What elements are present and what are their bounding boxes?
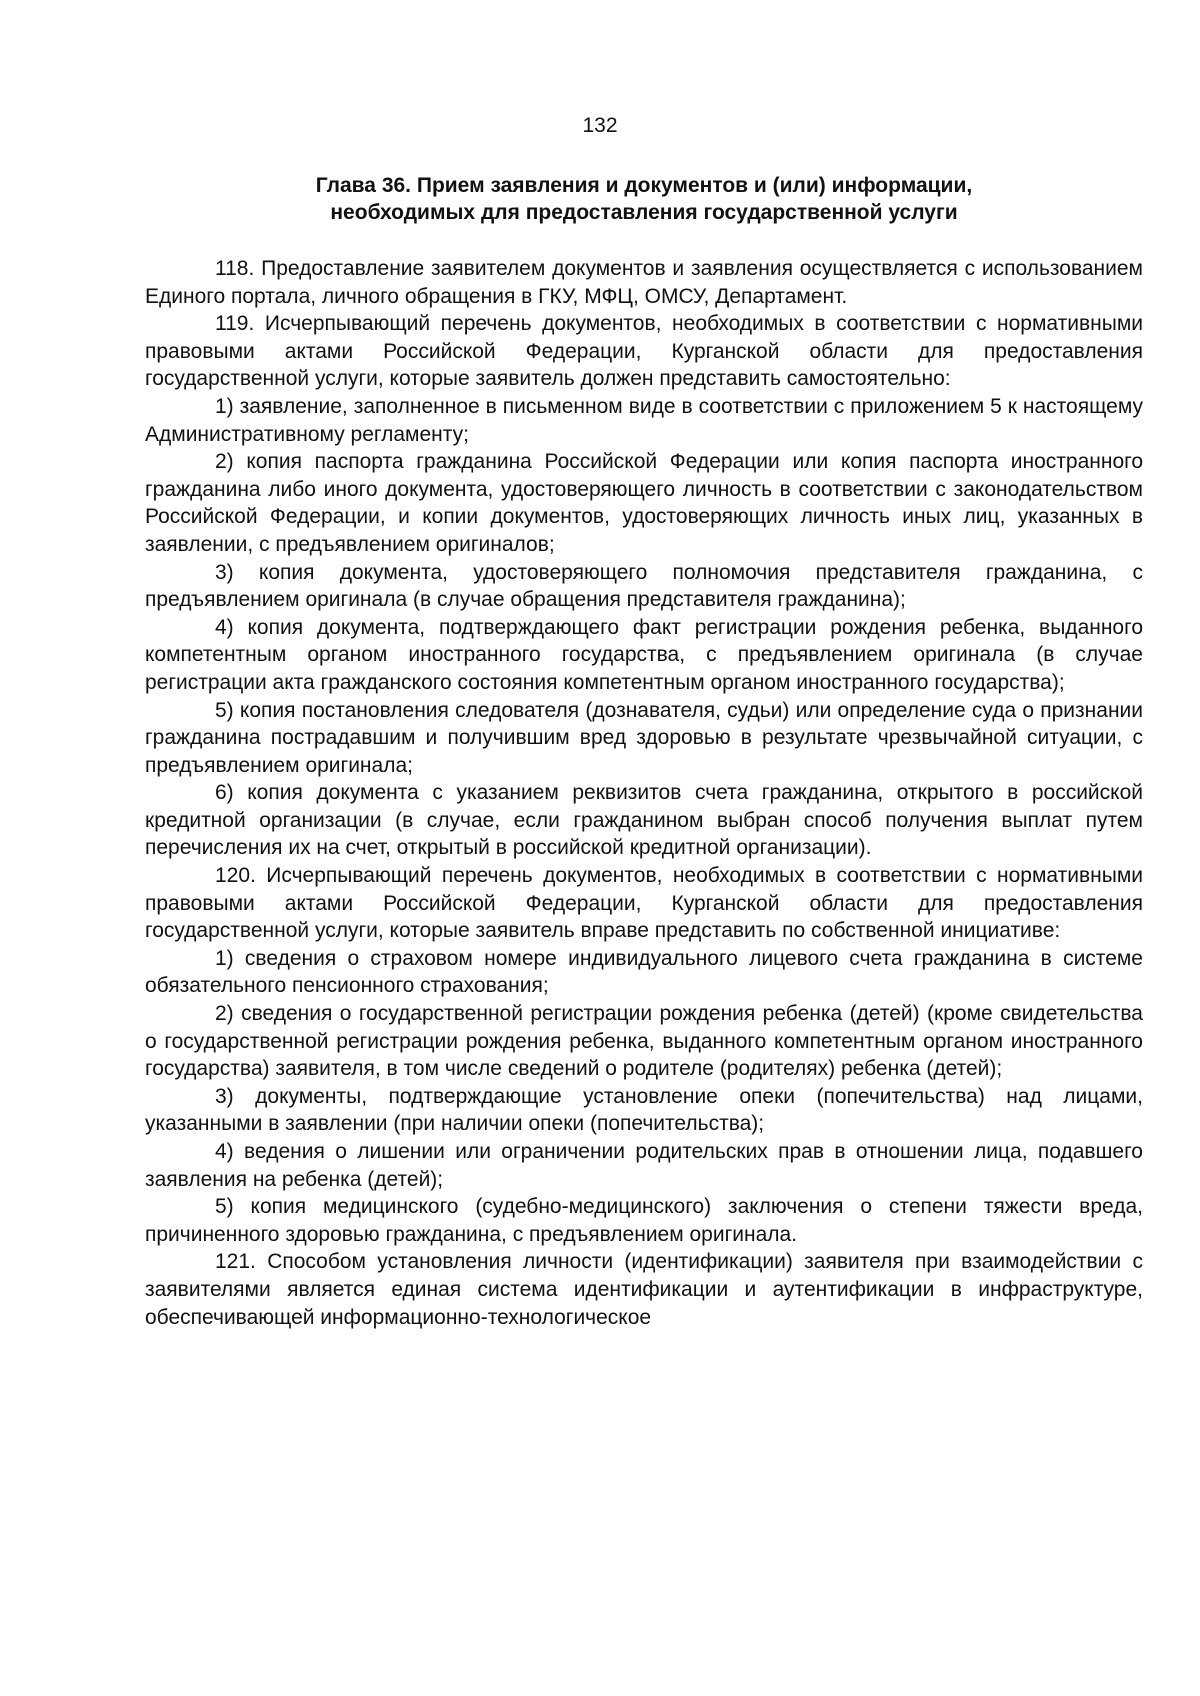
list-item-119-3: 3) копия документа, удостоверяющего полномочия представителя гражданина, с предъявлением оригинала (в случае обращения представителя гражданина); [145,560,1143,612]
list-item-119-6: 6) копия документа с указанием реквизитов счета гражданина, открытого в российской кредитной организации (в случае, если гражданином выбран способ получения выплат путем перечисления их на счет, открытый в российской кредитной организации). [145,781,1143,860]
chapter-title [145,172,1143,226]
paragraph-121: 121. Способом установления личности (идентификации) заявителя при взаимодействии с заявителями является единая система идентификации и аутентификации в инфраструктуре, обеспечивающей информационно-технологическое [145,1250,1143,1329]
paragraph-118: 118. Предоставление заявителем документов и заявления осуществляется с использованием Единого портала, личного обращения в ГКУ, МФЦ, ОМСУ, Департамент. [145,257,1143,308]
list-item-120-5: 5) копия медицинского (судебно-медицинского) заключения о степени тяжести вреда, причиненного здоровью гражданина, с предъявлением оригинала. [145,1195,1143,1246]
list-item-120-3: 3) документы, подтверждающие установление опеки (попечительства) над лицами, указанными в заявлении (при наличии опеки (попечительства); [145,1084,1143,1136]
paragraph-120: 120. Исчерпывающий перечень документов, необходимых в соответствии с нормативными правовыми актами Российской Федерации, Курганской области для предоставления государственной услуги, которые заявитель вправе представить по собственной инициативе: [145,864,1143,943]
list-item-119-4: 4) копия документа, подтверждающего факт регистрации рождения ребенка, выданного компетентным органом иностранного государства, с предъявлением оригинала (в случае регистрации акта гражданского состояния компетентным органом иностранного государства); [145,615,1143,694]
document-body [145,255,1143,1331]
list-item-119-1: 1) заявление, заполненное в письменном виде в соответствии с приложением 5 к настоящему Административному регламенту; [145,394,1143,446]
page-number: 132 [582,114,618,137]
list-item-120-4: 4) ведения о лишении или ограничении родительских прав в отношении лица, подавшего заявления на ребенка (детей); [145,1140,1143,1191]
list-item-120-1: 1) сведения о страховом номере индивидуального лицевого счета гражданина в системе обязательного пенсионного страхования; [145,946,1143,998]
list-item-120-2: 2) сведения о государственной регистрации рождения ребенка (детей) (кроме свидетельства о государственной регистрации рождения ребенка, выданного компетентным органом иностранного государства) заявителя, в том числе сведений о родителе (родителях) ребенка (детей); [145,1002,1143,1081]
chapter-title-line-2: необходимых для предоставления государственной услуги [330,201,958,224]
paragraph-119: 119. Исчерпывающий перечень документов, необходимых в соответствии с нормативными правовыми актами Российской Федерации, Курганской области для предоставления государственной услуги, которые заявитель должен представить самостоятельно: [145,312,1143,391]
list-item-119-2: 2) копия паспорта гражданина Российской Федерации или копия паспорта иностранного гражданина либо иного документа, удостоверяющего личность в соответствии с законодательством Российской Федерации, и копии документов, удостоверяющих личность иных лиц, указанных в заявлении, с предъявлением оригиналов; [145,450,1143,556]
list-item-119-5: 5) копия постановления следователя (дознавателя, судьи) или определение суда о признании гражданина пострадавшим и получившим вред здоровью в результате чрезвычайной ситуации, с предъявлением оригинала; [145,698,1143,777]
chapter-title-line-1: Глава 36. Прием заявления и документов и (или) информации, [315,174,973,197]
